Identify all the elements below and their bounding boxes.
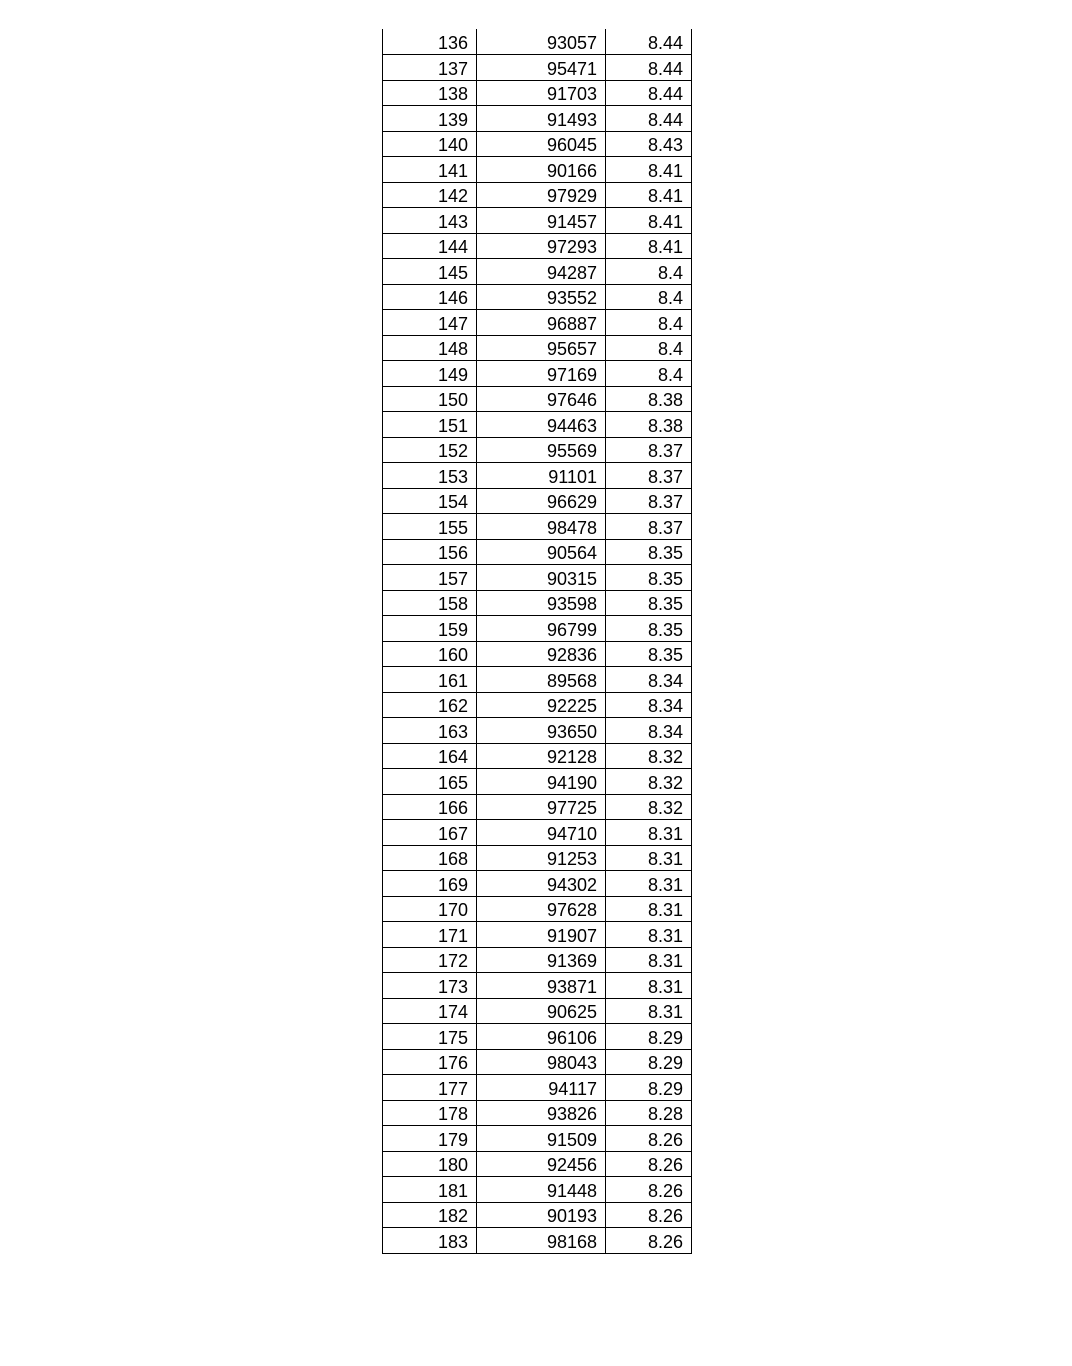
data-table: [382, 29, 692, 1254]
rank-cell: 151: [383, 412, 477, 438]
table-row: [383, 29, 692, 55]
score-cell: 8.32: [606, 743, 692, 769]
table-row: [383, 1049, 692, 1075]
score-cell: 8.4: [606, 361, 692, 387]
table-row: [383, 794, 692, 820]
rank-cell: 149: [383, 361, 477, 387]
rank-cell: 175: [383, 1024, 477, 1050]
rank-cell: 155: [383, 514, 477, 540]
id-cell: 91907: [477, 922, 606, 948]
score-cell: 8.31: [606, 820, 692, 846]
rank-cell: 177: [383, 1075, 477, 1101]
id-cell: 95657: [477, 335, 606, 361]
table-row: [383, 641, 692, 667]
rank-cell: 170: [383, 896, 477, 922]
rank-cell: 138: [383, 80, 477, 106]
score-cell: 8.35: [606, 539, 692, 565]
rank-cell: 148: [383, 335, 477, 361]
rank-cell: 171: [383, 922, 477, 948]
rank-cell: 183: [383, 1228, 477, 1254]
score-cell: 8.26: [606, 1228, 692, 1254]
rank-cell: 146: [383, 284, 477, 310]
id-cell: 93552: [477, 284, 606, 310]
id-cell: 95569: [477, 437, 606, 463]
table-row: [383, 1177, 692, 1203]
rank-cell: 176: [383, 1049, 477, 1075]
table-row: [383, 284, 692, 310]
table-row: [383, 55, 692, 81]
score-cell: 8.44: [606, 29, 692, 55]
rank-cell: 163: [383, 718, 477, 744]
rank-cell: 136: [383, 29, 477, 55]
score-cell: 8.28: [606, 1100, 692, 1126]
score-cell: 8.26: [606, 1202, 692, 1228]
score-cell: 8.31: [606, 871, 692, 897]
table-row: [383, 106, 692, 132]
rank-cell: 150: [383, 386, 477, 412]
rank-cell: 143: [383, 208, 477, 234]
score-cell: 8.29: [606, 1049, 692, 1075]
rank-cell: 180: [383, 1151, 477, 1177]
id-cell: 98168: [477, 1228, 606, 1254]
rank-cell: 168: [383, 845, 477, 871]
table-row: [383, 973, 692, 999]
table-row: [383, 743, 692, 769]
id-cell: 96106: [477, 1024, 606, 1050]
id-cell: 93826: [477, 1100, 606, 1126]
id-cell: 97929: [477, 182, 606, 208]
table-row: [383, 820, 692, 846]
table-row: [383, 488, 692, 514]
rank-cell: 139: [383, 106, 477, 132]
rank-cell: 173: [383, 973, 477, 999]
score-cell: 8.37: [606, 437, 692, 463]
table-row: [383, 718, 692, 744]
score-cell: 8.44: [606, 55, 692, 81]
id-cell: 97293: [477, 233, 606, 259]
id-cell: 90564: [477, 539, 606, 565]
table-row: [383, 208, 692, 234]
score-cell: 8.37: [606, 514, 692, 540]
score-cell: 8.41: [606, 157, 692, 183]
rank-cell: 156: [383, 539, 477, 565]
score-cell: 8.4: [606, 284, 692, 310]
spreadsheet-page: [382, 29, 691, 1254]
table-row: [383, 1126, 692, 1152]
id-cell: 91369: [477, 947, 606, 973]
rank-cell: 153: [383, 463, 477, 489]
rank-cell: 158: [383, 590, 477, 616]
id-cell: 90193: [477, 1202, 606, 1228]
rank-cell: 154: [383, 488, 477, 514]
id-cell: 96045: [477, 131, 606, 157]
score-cell: 8.26: [606, 1151, 692, 1177]
id-cell: 89568: [477, 667, 606, 693]
rank-cell: 152: [383, 437, 477, 463]
id-cell: 91509: [477, 1126, 606, 1152]
id-cell: 91101: [477, 463, 606, 489]
score-cell: 8.35: [606, 565, 692, 591]
id-cell: 92225: [477, 692, 606, 718]
rank-cell: 140: [383, 131, 477, 157]
score-cell: 8.26: [606, 1126, 692, 1152]
score-cell: 8.41: [606, 182, 692, 208]
id-cell: 92456: [477, 1151, 606, 1177]
rank-cell: 159: [383, 616, 477, 642]
id-cell: 91457: [477, 208, 606, 234]
score-cell: 8.32: [606, 794, 692, 820]
rank-cell: 166: [383, 794, 477, 820]
table-body: [383, 29, 692, 1253]
id-cell: 94287: [477, 259, 606, 285]
rank-cell: 167: [383, 820, 477, 846]
id-cell: 91253: [477, 845, 606, 871]
rank-cell: 141: [383, 157, 477, 183]
id-cell: 94710: [477, 820, 606, 846]
table-row: [383, 233, 692, 259]
id-cell: 94117: [477, 1075, 606, 1101]
score-cell: 8.31: [606, 845, 692, 871]
id-cell: 97628: [477, 896, 606, 922]
rank-cell: 169: [383, 871, 477, 897]
score-cell: 8.38: [606, 386, 692, 412]
table-row: [383, 896, 692, 922]
rank-cell: 144: [383, 233, 477, 259]
id-cell: 97646: [477, 386, 606, 412]
table-row: [383, 463, 692, 489]
score-cell: 8.37: [606, 463, 692, 489]
table-row: [383, 539, 692, 565]
rank-cell: 174: [383, 998, 477, 1024]
score-cell: 8.31: [606, 896, 692, 922]
rank-cell: 147: [383, 310, 477, 336]
score-cell: 8.31: [606, 973, 692, 999]
rank-cell: 162: [383, 692, 477, 718]
table-row: [383, 565, 692, 591]
table-row: [383, 692, 692, 718]
id-cell: 91493: [477, 106, 606, 132]
rank-cell: 172: [383, 947, 477, 973]
id-cell: 93057: [477, 29, 606, 55]
rank-cell: 137: [383, 55, 477, 81]
rank-cell: 178: [383, 1100, 477, 1126]
rank-cell: 161: [383, 667, 477, 693]
rank-cell: 165: [383, 769, 477, 795]
score-cell: 8.31: [606, 922, 692, 948]
table-row: [383, 1024, 692, 1050]
rank-cell: 157: [383, 565, 477, 591]
rank-cell: 160: [383, 641, 477, 667]
rank-cell: 145: [383, 259, 477, 285]
score-cell: 8.34: [606, 667, 692, 693]
table-row: [383, 80, 692, 106]
table-row: [383, 998, 692, 1024]
table-row: [383, 1151, 692, 1177]
id-cell: 91448: [477, 1177, 606, 1203]
table-row: [383, 514, 692, 540]
score-cell: 8.4: [606, 335, 692, 361]
table-row: [383, 1100, 692, 1126]
table-row: [383, 1202, 692, 1228]
id-cell: 98043: [477, 1049, 606, 1075]
id-cell: 97725: [477, 794, 606, 820]
id-cell: 94190: [477, 769, 606, 795]
score-cell: 8.4: [606, 259, 692, 285]
table-row: [383, 386, 692, 412]
score-cell: 8.31: [606, 947, 692, 973]
table-row: [383, 769, 692, 795]
id-cell: 92128: [477, 743, 606, 769]
id-cell: 94463: [477, 412, 606, 438]
table-row: [383, 871, 692, 897]
id-cell: 91703: [477, 80, 606, 106]
score-cell: 8.31: [606, 998, 692, 1024]
score-cell: 8.41: [606, 233, 692, 259]
id-cell: 97169: [477, 361, 606, 387]
id-cell: 96887: [477, 310, 606, 336]
id-cell: 96799: [477, 616, 606, 642]
table-row: [383, 1228, 692, 1254]
score-cell: 8.35: [606, 616, 692, 642]
table-row: [383, 412, 692, 438]
score-cell: 8.34: [606, 718, 692, 744]
table-row: [383, 667, 692, 693]
score-cell: 8.4: [606, 310, 692, 336]
score-cell: 8.29: [606, 1024, 692, 1050]
rank-cell: 182: [383, 1202, 477, 1228]
table-row: [383, 845, 692, 871]
table-row: [383, 131, 692, 157]
id-cell: 90625: [477, 998, 606, 1024]
score-cell: 8.41: [606, 208, 692, 234]
score-cell: 8.44: [606, 106, 692, 132]
id-cell: 93650: [477, 718, 606, 744]
score-cell: 8.34: [606, 692, 692, 718]
id-cell: 98478: [477, 514, 606, 540]
id-cell: 96629: [477, 488, 606, 514]
table-row: [383, 922, 692, 948]
id-cell: 92836: [477, 641, 606, 667]
table-row: [383, 437, 692, 463]
table-row: [383, 361, 692, 387]
table-row: [383, 1075, 692, 1101]
table-row: [383, 947, 692, 973]
id-cell: 95471: [477, 55, 606, 81]
score-cell: 8.43: [606, 131, 692, 157]
score-cell: 8.44: [606, 80, 692, 106]
table-row: [383, 182, 692, 208]
table-row: [383, 157, 692, 183]
table-row: [383, 335, 692, 361]
score-cell: 8.37: [606, 488, 692, 514]
id-cell: 94302: [477, 871, 606, 897]
score-cell: 8.26: [606, 1177, 692, 1203]
score-cell: 8.29: [606, 1075, 692, 1101]
rank-cell: 179: [383, 1126, 477, 1152]
id-cell: 90166: [477, 157, 606, 183]
table-row: [383, 590, 692, 616]
table-row: [383, 616, 692, 642]
score-cell: 8.32: [606, 769, 692, 795]
id-cell: 93598: [477, 590, 606, 616]
score-cell: 8.35: [606, 590, 692, 616]
rank-cell: 181: [383, 1177, 477, 1203]
table-row: [383, 310, 692, 336]
score-cell: 8.35: [606, 641, 692, 667]
table-row: [383, 259, 692, 285]
id-cell: 93871: [477, 973, 606, 999]
rank-cell: 164: [383, 743, 477, 769]
rank-cell: 142: [383, 182, 477, 208]
score-cell: 8.38: [606, 412, 692, 438]
id-cell: 90315: [477, 565, 606, 591]
